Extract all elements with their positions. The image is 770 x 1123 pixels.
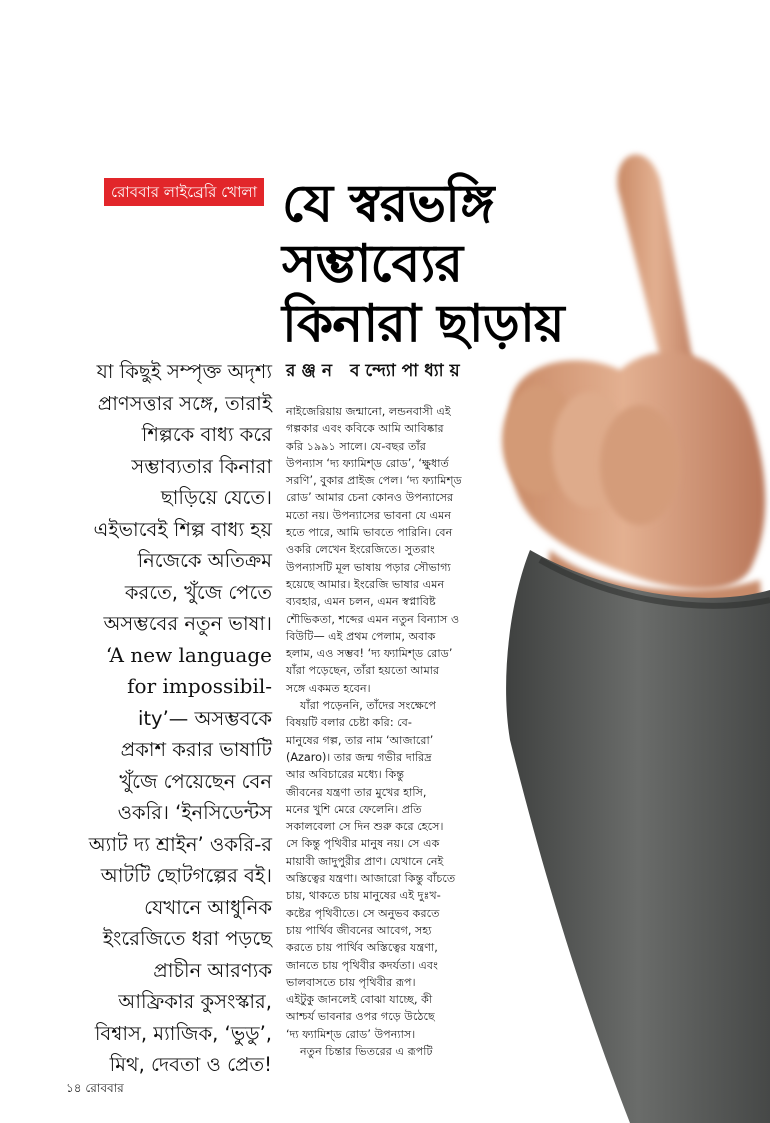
body-text-line: উপন্যাস ‘দ্য ফ্যামিশ্‌ড রোড’, ‘ক্ষুধার্ত <box>286 456 449 470</box>
body-text-line: উপন্যাসটি মূল ভাষায় পড়ার সৌভাগ্য <box>286 560 451 574</box>
byline: রঞ্জন বন্দ্যোপাধ্যায় <box>286 361 466 381</box>
pull-quote-line: খুঁজে পেয়েছেন বেন <box>119 769 272 793</box>
body-text-line: শৌভিকতা, শব্দের এমন নতুন বিন্যাস ও <box>286 612 460 626</box>
body-text-line: হয়েছে আমার। ইংরেজি ভাষার এমন <box>286 577 445 591</box>
pull-quote-line: প্রাণসত্তার সঙ্গে, তারাই <box>97 391 272 415</box>
pull-quote-line: ওকরি। ‘ইনসিডেন্টস <box>117 801 272 824</box>
body-text-line: মনের খুশি মেরে ফেলেনি। প্রতি <box>286 802 422 816</box>
pull-quote-line: করতে, খুঁজে পেতে <box>124 580 272 604</box>
pull-quote-line: মিথ, দেবতা ও প্রেত! <box>109 1053 272 1076</box>
body-text-line: (Azaro)। তার জন্ম গভীর দারিদ্র <box>286 750 432 764</box>
body-text-line: চায়, থাকতে চায় মানুষের এই দুঃখ- <box>286 889 441 903</box>
pull-quote-line: নিজেকে অতিক্রম <box>137 549 272 572</box>
body-text-line: মানুষের গল্প, তার নাম ‘আজারো’ <box>286 733 434 747</box>
body-text-line: নাইজেরিয়ায় জন্মানো, লন্ডনবাসী এই <box>286 405 451 418</box>
body-text-line: রোড’ আমার চেনা কোনও উপন্যাসের <box>286 491 454 505</box>
pull-quote-line: অ্যাট দ্য শ্রাইন’ ওকরি-র <box>88 832 272 856</box>
body-text-line: যাঁরা পড়েছেন, তাঁরা হয়তো আমার <box>286 664 440 678</box>
body-text-line: ব্যবহার, এমন চলন, এমন স্বপ্নাবিষ্ট <box>286 595 436 609</box>
body-text-line: সে কিন্তু পৃথিবীর মানুষ নয়। সে এক <box>286 837 440 851</box>
pull-quote-line: অসম্ভবের নতুন ভাষা। <box>103 612 272 635</box>
body-text-line: করতে চায় পার্থিব অস্তিত্বের যন্ত্রণা, <box>286 941 438 955</box>
pull-quote-line: প্রকাশ করার ভাষাটি <box>120 738 272 761</box>
pull-quote-line: ছাড়িয়ে যেতে। <box>160 486 272 509</box>
body-text-line: ভালবাসতে চায় পৃথিবীর রূপ। <box>286 975 416 989</box>
headline-line: যে স্বরভঙ্গি <box>282 174 494 234</box>
pull-quote-line: যা কিছুই সম্পৃক্ত অদৃশ্য <box>96 360 272 383</box>
body-text-line: ওকরি লেখেন ইংরেজিতে। সুতরাং <box>286 543 435 557</box>
body-text-line: জীবনের যন্ত্রণা তার মুখের হাসি, <box>286 785 427 799</box>
body-text-line: বিষয়টি বলার চেষ্টা করি: বে- <box>286 716 412 730</box>
body-text-line: ‘দ্য ফ্যামিশ্‌ড রোড’ উপন্যাস। <box>286 1027 416 1041</box>
pull-quote-line: আফ্রিকার কুসংস্কার, <box>118 990 272 1013</box>
pull-quote-line: সম্ভাব্যতার কিনারা <box>131 454 272 478</box>
body-text-line: নতুন চিন্তার ভিতরের এ রূপটি <box>300 1044 433 1058</box>
body-text-line: সঙ্গে একমত হবেন। <box>286 681 371 695</box>
headline-line: কিনারা ছাড়ায় <box>282 294 564 354</box>
pull-quote-line: for impossibil- <box>127 674 272 698</box>
body-text-line: চায় পার্থিব জীবনের আবেগ, সহ্য <box>286 923 432 937</box>
body-text-line: অস্তিত্বের যন্ত্রণা। আজারো কিন্তু বাঁচতে <box>286 872 456 886</box>
body-text-line: মায়াবী জাদুপুরীর প্রাণ। যেখানে নেই <box>286 854 444 868</box>
body-text-line: সকালবেলা সে দিন শুরু করে হেসে। <box>286 820 444 834</box>
body-text-line: হতে পারে, আমি ভাবতে পারিনি। বেন <box>286 526 453 540</box>
body-text-line: গল্পকার এবং কবিকে আমি আবিষ্কার <box>286 422 444 436</box>
pull-quote-line: যেখানে আধুনিক <box>144 895 272 919</box>
page-folio: ১৪ রোববার <box>66 1081 124 1095</box>
pull-quote-line: আটটি ছোটগল্পের বই। <box>100 864 272 887</box>
body-text-line: জানতে চায় পৃথিবীর কদর্যতা। এবং <box>286 958 438 972</box>
body-text-line: করি ১৯৯১ সালে। যে-বছর তাঁর <box>286 439 426 453</box>
body-text-line: বিউটি— এই প্রথম পেলাম, অবাক <box>286 629 436 643</box>
pull-quote-line: বিশ্বাস, ম্যাজিক, ‘ভুডু’, <box>94 1021 272 1045</box>
body-text-line: হলাম, এও সম্ভব! ‘দ্য ফ্যামিশ্‌ড রোড’ <box>286 647 453 661</box>
pull-quote-line: ‘A new language <box>105 642 272 667</box>
body-text-line: যাঁরা পড়েননি, তাঁদের সংক্ষেপে <box>300 699 436 713</box>
article-body <box>286 403 506 1060</box>
body-text-line: এইটুকু জানলেই বোঝা যাচ্ছে, কী <box>286 993 433 1007</box>
body-text-line: আর অবিচারের মধ্যে। কিন্তু <box>286 768 405 782</box>
pull-quote-line: প্রাচীন আরণ্যক <box>153 958 272 982</box>
headline <box>282 174 642 354</box>
pull-quote <box>66 356 272 1081</box>
body-text-line: মতো নয়। উপন্যাসের ভাবনা যে এমন <box>286 508 452 522</box>
pull-quote-line: ইংরেজিতে ধরা পড়ছে <box>102 927 272 950</box>
pull-quote-line: শিল্পকে বাধ্য করে <box>141 423 272 446</box>
headline-line: সম্ভাব্যের <box>282 234 463 294</box>
body-text-line: কষ্টের পৃথিবীতে। সে অনুভব করতে <box>286 906 440 920</box>
section-tag: রোববার লাইব্রেরি খোলা <box>104 178 264 206</box>
pull-quote-line: ity’— অসম্ভবকে <box>137 706 272 730</box>
body-text-line: সরণি’, বুকার প্রাইজ পেল। ‘দ্য ফ্যামিশ্‌ড <box>286 474 462 488</box>
body-text-line: আশ্চর্য ভাবনার ওপর গড়ে উঠেছে <box>286 1010 435 1024</box>
pull-quote-line: এইভাবেই শিল্প বাধ্য হয় <box>93 517 272 541</box>
